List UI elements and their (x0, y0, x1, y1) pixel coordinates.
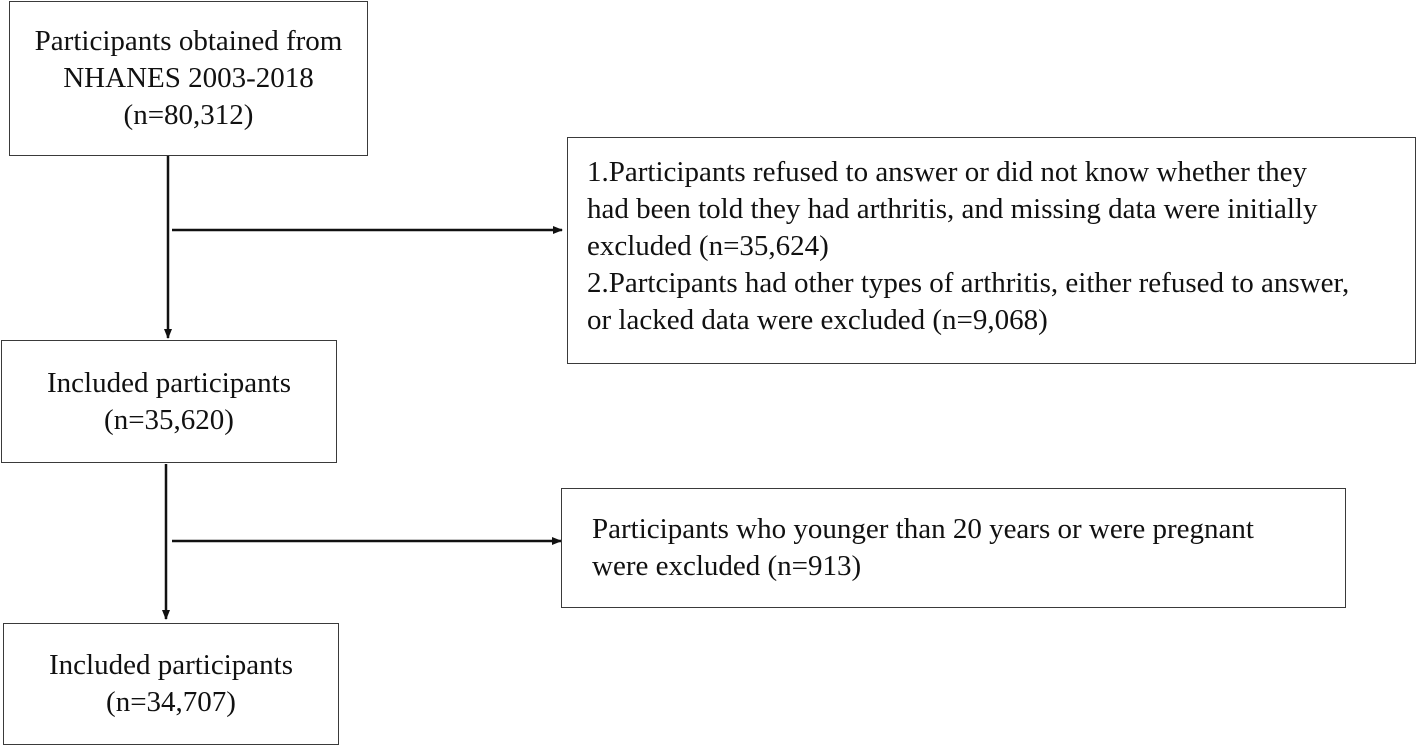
exclusion-1-line-4: 2.Partcipants had other types of arthritis, either refused to answer, (587, 267, 1350, 299)
exclusion-1-line-3: excluded (n=35,624) (587, 230, 829, 262)
included-2-line-1: Included participants (49, 649, 293, 681)
exclusion-2-line-2: were excluded (n=913) (592, 550, 862, 582)
included-box-1 (1, 340, 337, 463)
exclusion-box-1 (567, 137, 1416, 364)
exclusion-1-line-5: or lacked data were excluded (n=9,068) (587, 304, 1048, 336)
exclusion-1-line-1: 1.Participants refused to answer or did not know whether they (587, 156, 1307, 188)
included-1-line-1: Included participants (47, 366, 291, 399)
exclusion-box-2 (561, 488, 1346, 608)
source-line-3: (n=80,312) (123, 99, 254, 131)
source-box (9, 1, 368, 156)
source-line-1: Participants obtained from (34, 25, 343, 57)
included-2-line-2: (n=34,707) (106, 686, 236, 718)
exclusion-2-line-1: Participants who younger than 20 years or were pregnant (592, 513, 1254, 545)
included-1-line-2: (n=35,620) (104, 403, 234, 436)
source-line-2: NHANES 2003-2018 (63, 62, 314, 94)
exclusion-1-line-2: had been told they had arthritis, and missing data were initially (587, 193, 1318, 225)
included-box-2 (3, 623, 339, 745)
